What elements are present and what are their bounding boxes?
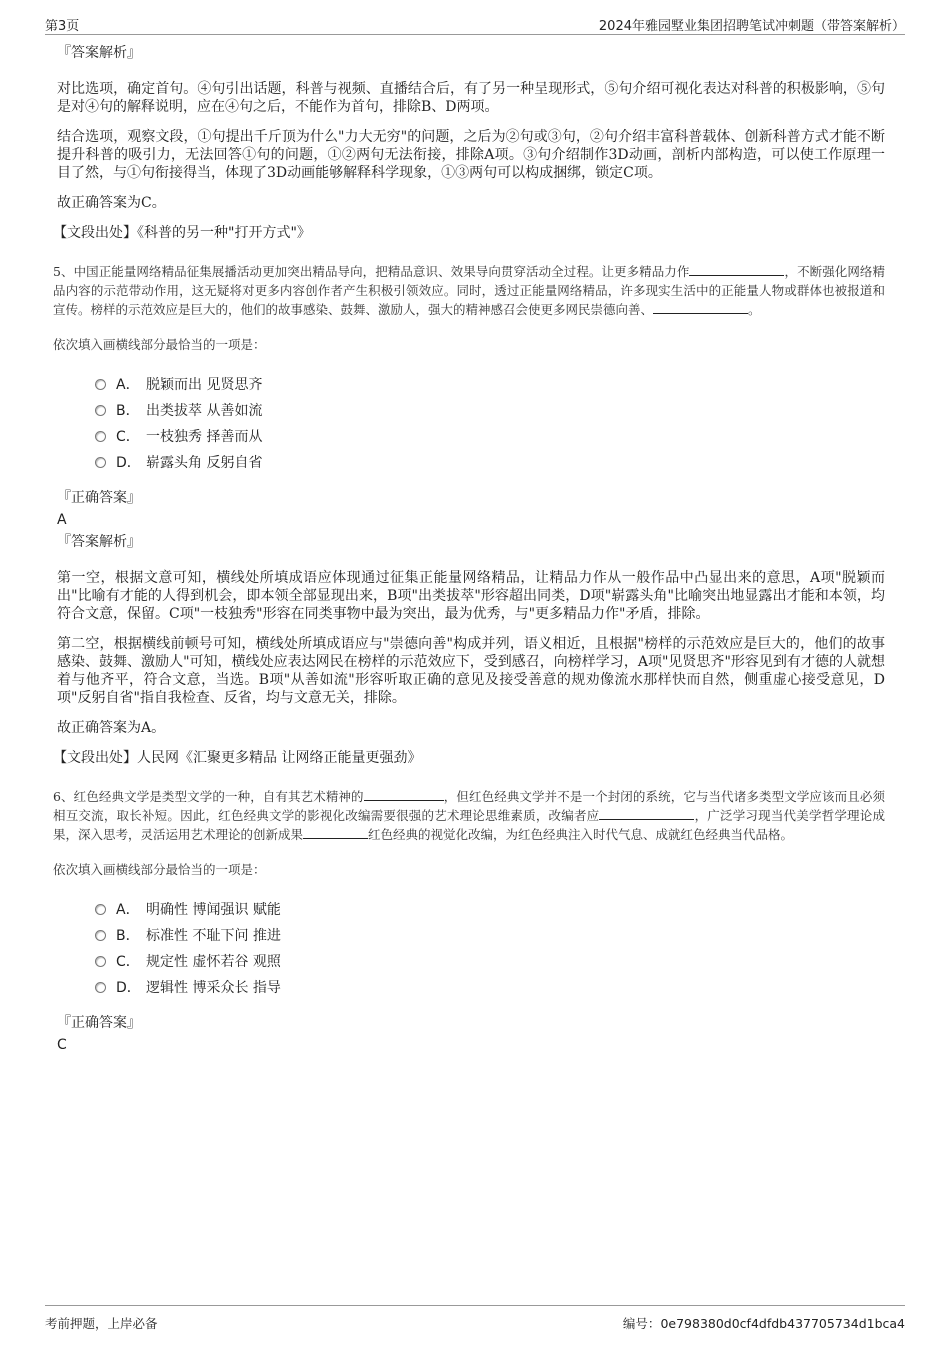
radio-icon[interactable] (95, 431, 106, 442)
option-c[interactable]: C． 规定性 虚怀若谷 观照 (95, 948, 885, 974)
question-6-text: 6、红色经典文学是类型文学的一种，自有其艺术精神的 ，但红色经典文学并不是一个封闭的系统，它与当代诸多类型文学应该而且必须相互交流，取长补短。因此，红色经典文学的影视化改编需要很强的艺术理论思维素质，改编者应 ，广泛学习现当代美学哲学理论成果，深入思考，灵活运用艺术理论的创新成果 红色经典的视觉化改编，为红色经典注入时代气息、成就红色经典当代品格。 (53, 789, 885, 842)
correct-answer-label: 『正确答案』 (57, 490, 141, 506)
option-c[interactable]: C． 一枝独秀 择善而从 (95, 423, 885, 449)
radio-icon[interactable] (95, 930, 106, 941)
analysis-paragraph: 第一空，根据文意可知，横线处所填成语应体现通过征集正能量网络精品，让精品力作从一般作品中凸显出来的意思，A项"脱颖而出"比喻有才能的人得到机会，即本领全部显现出来，B项"出类拔萃"形容超出同类，D项"崭露头角"比喻突出地显露出才能和本领，均符合文意，保留。C项"一枝独秀"形容在同类事物中最为突出，最为优秀，与"更多精品力作"矛盾，排除。 (57, 570, 885, 622)
radio-icon[interactable] (95, 982, 106, 993)
option-d[interactable]: D． 逻辑性 博采众长 指导 (95, 974, 885, 1000)
fill-blank (599, 807, 694, 820)
correct-answer: C (57, 1037, 67, 1053)
analysis-label: 『答案解析』 (57, 534, 141, 550)
question-5-text: 5、中国正能量网络精品征集展播活动更加突出精品导向，把精品意识、效果导向贯穿活动全过程。让更多精品力作 ，不断强化网络精品内容的示范带动作用，这无疑将对更多内容创作者产生积极引领效应。同时，透过正能量网络精品，许多现实生活中的正能量人物或群体也被报道和宣传。榜样的示范效应是巨大的，他们的故事感染、鼓舞、激励人，强大的精神感召会使更多网民崇德向善、 。 (53, 264, 885, 317)
source-citation: 【文段出处】《科普的另一种"打开方式"》 (53, 225, 311, 241)
radio-icon[interactable] (95, 457, 106, 468)
option-d[interactable]: D． 崭露头角 反躬自省 (95, 449, 885, 475)
question-prompt: 依次填入画横线部分最恰当的一项是： (53, 337, 266, 352)
fill-blank (364, 788, 444, 801)
analysis-label: 『答案解析』 (57, 45, 141, 61)
source-citation: 【文段出处】人民网《汇聚更多精品 让网络正能量更强劲》 (53, 750, 422, 766)
document-title: 2024年雅园墅业集团招聘笔试冲刺题（带答案解析） (598, 19, 905, 34)
fill-blank (689, 263, 784, 276)
analysis-paragraph: 结合选项，观察文段，①句提出千斤顶为什么"力大无穷"的问题，之后为②句或③句，②句介绍丰富科普载体、创新科普方式才能不断提升科普的吸引力，无法回答①句的问题，①②两句无法衔接，排除A项。③句介绍制作3D动画，剖析内部构造，可以使工作原理一目了然，与①句衔接得当，体现了3D动画能够解释科学现象，①③两句可以构成捆绑，锁定C项。 (57, 129, 885, 181)
correct-answer-label: 『正确答案』 (57, 1015, 141, 1031)
options-list (95, 371, 885, 475)
options-list (95, 896, 885, 1000)
page-content (53, 44, 885, 1058)
radio-icon[interactable] (95, 405, 106, 416)
conclusion: 故正确答案为A。 (57, 720, 166, 736)
radio-icon[interactable] (95, 904, 106, 915)
fill-blank (303, 826, 368, 839)
option-a[interactable]: A． 脱颖而出 见贤思齐 (95, 371, 885, 397)
radio-icon[interactable] (95, 956, 106, 967)
option-b[interactable]: B． 标准性 不耻下问 推进 (95, 922, 885, 948)
option-a[interactable]: A． 明确性 博闻强识 赋能 (95, 896, 885, 922)
fill-blank (653, 301, 748, 314)
analysis-paragraph: 对比选项，确定首句。④句引出话题，科普与视频、直播结合后，有了另一种呈现形式，⑤句介绍可视化表达对科普的积极影响，⑤句是对④句的解释说明，应在④句之后，不能作为首句，排除B、D两项。 (57, 81, 885, 115)
analysis-paragraph: 第二空，根据横线前顿号可知，横线处所填成语应与"崇德向善"构成并列，语义相近，且根据"榜样的示范效应是巨大的，他们的故事感染、鼓舞、激励人"可知，横线处应表达网民在榜样的示范效应下，受到感召，向榜样学习，A项"见贤思齐"形容见到有才德的人就想着与他齐平，符合文意，当选。B项"从善如流"形容听取正确的意见及接受善意的规劝像流水那样快而自然，侧重虚心接受意见，D项"反躬自省"指自我检查、反省，均与文意无关，排除。 (57, 636, 885, 706)
conclusion: 故正确答案为C。 (57, 195, 166, 211)
radio-icon[interactable] (95, 379, 106, 390)
footer-slogan: 考前押题，上岸必备 (45, 1316, 158, 1331)
page-number: 第3页 (45, 19, 80, 34)
page-header (45, 12, 905, 35)
question-prompt: 依次填入画横线部分最恰当的一项是： (53, 862, 266, 877)
document-code: 编号：0e798380d0cf4dfdb437705734d1bca4 (622, 1316, 905, 1331)
correct-answer: A (57, 512, 67, 528)
page-footer (45, 1305, 905, 1331)
option-b[interactable]: B． 出类拔萃 从善如流 (95, 397, 885, 423)
